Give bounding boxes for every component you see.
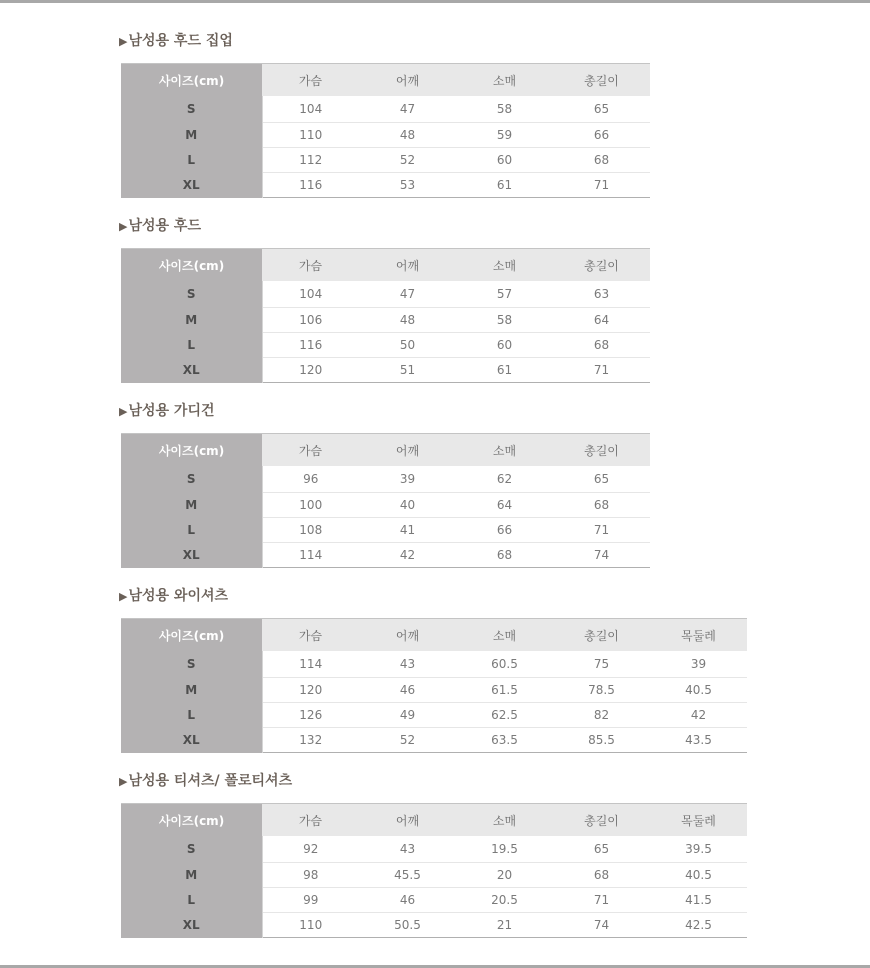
size-label-cell: XL xyxy=(121,358,262,383)
measurement-cell: 65 xyxy=(553,466,650,493)
table-row xyxy=(121,543,650,568)
table-row xyxy=(121,173,650,198)
measurement-cell: 75 xyxy=(553,651,650,678)
measurement-cell: 60.5 xyxy=(456,651,553,678)
size-table xyxy=(121,803,747,938)
measurement-cell: 48 xyxy=(359,308,456,333)
measurement-cell: 19.5 xyxy=(456,836,553,863)
measurement-cell: 40.5 xyxy=(650,678,747,703)
table-header-row xyxy=(121,804,747,837)
measurement-cell: 62.5 xyxy=(456,703,553,728)
size-label-cell: L xyxy=(121,888,262,913)
table-row xyxy=(121,333,650,358)
measurement-cell: 66 xyxy=(553,123,650,148)
measurement-cell: 48 xyxy=(359,123,456,148)
measurement-cell: 100 xyxy=(262,493,359,518)
column-header: 소매 xyxy=(456,804,553,837)
table-row xyxy=(121,728,747,753)
measurement-cell: 60 xyxy=(456,148,553,173)
measurement-cell: 39 xyxy=(650,651,747,678)
size-label-cell: XL xyxy=(121,728,262,753)
table-row xyxy=(121,703,747,728)
triangle-bullet-icon: ▶ xyxy=(119,775,128,788)
section-title xyxy=(119,32,650,50)
measurement-cell: 71 xyxy=(553,173,650,198)
measurement-cell: 120 xyxy=(262,358,359,383)
table-row xyxy=(121,358,650,383)
triangle-bullet-icon: ▶ xyxy=(119,590,128,603)
measurement-cell: 20 xyxy=(456,863,553,888)
column-header: 어깨 xyxy=(359,249,456,282)
table-row xyxy=(121,281,650,308)
size-label-cell: S xyxy=(121,836,262,863)
measurement-cell: 68 xyxy=(553,148,650,173)
measurement-cell: 61 xyxy=(456,358,553,383)
column-header: 목둘레 xyxy=(650,804,747,837)
measurement-cell: 51 xyxy=(359,358,456,383)
size-label-cell: L xyxy=(121,333,262,358)
size-column-header: 사이즈(cm) xyxy=(121,804,262,837)
measurement-cell: 74 xyxy=(553,913,650,938)
table-header-row xyxy=(121,619,747,652)
measurement-cell: 120 xyxy=(262,678,359,703)
section-title xyxy=(119,217,650,235)
table-row xyxy=(121,96,650,123)
measurement-cell: 63 xyxy=(553,281,650,308)
measurement-cell: 110 xyxy=(262,123,359,148)
section-title xyxy=(119,402,650,420)
measurement-cell: 43.5 xyxy=(650,728,747,753)
measurement-cell: 39 xyxy=(359,466,456,493)
column-header: 소매 xyxy=(456,619,553,652)
measurement-cell: 71 xyxy=(553,888,650,913)
table-row xyxy=(121,678,747,703)
measurement-cell: 52 xyxy=(359,148,456,173)
measurement-cell: 42 xyxy=(359,543,456,568)
triangle-bullet-icon: ▶ xyxy=(119,220,128,233)
measurement-cell: 116 xyxy=(262,333,359,358)
measurement-cell: 99 xyxy=(262,888,359,913)
section-title xyxy=(119,772,747,790)
size-table xyxy=(121,63,650,198)
measurement-cell: 58 xyxy=(456,308,553,333)
table-row xyxy=(121,148,650,173)
column-header: 총길이 xyxy=(553,64,650,97)
size-label-cell: XL xyxy=(121,913,262,938)
measurement-cell: 98 xyxy=(262,863,359,888)
triangle-bullet-icon: ▶ xyxy=(119,35,128,48)
size-column-header: 사이즈(cm) xyxy=(121,434,262,467)
column-header: 총길이 xyxy=(553,804,650,837)
measurement-cell: 46 xyxy=(359,888,456,913)
measurement-cell: 68 xyxy=(553,333,650,358)
measurement-cell: 59 xyxy=(456,123,553,148)
column-header: 어깨 xyxy=(359,619,456,652)
measurement-cell: 85.5 xyxy=(553,728,650,753)
size-section xyxy=(121,32,650,198)
measurement-cell: 49 xyxy=(359,703,456,728)
measurement-cell: 65 xyxy=(553,96,650,123)
column-header: 목둘레 xyxy=(650,619,747,652)
size-label-cell: M xyxy=(121,493,262,518)
section-title-text: 남성용 후드 집업 xyxy=(128,33,233,49)
measurement-cell: 132 xyxy=(262,728,359,753)
measurement-cell: 20.5 xyxy=(456,888,553,913)
size-label-cell: S xyxy=(121,281,262,308)
column-header: 총길이 xyxy=(553,619,650,652)
size-label-cell: L xyxy=(121,518,262,543)
measurement-cell: 68 xyxy=(553,863,650,888)
size-label-cell: XL xyxy=(121,173,262,198)
measurement-cell: 21 xyxy=(456,913,553,938)
size-section xyxy=(121,772,747,938)
size-table xyxy=(121,618,747,753)
measurement-cell: 68 xyxy=(456,543,553,568)
size-label-cell: S xyxy=(121,651,262,678)
size-label-cell: M xyxy=(121,863,262,888)
size-table xyxy=(121,433,650,568)
measurement-cell: 39.5 xyxy=(650,836,747,863)
table-row xyxy=(121,836,747,863)
measurement-cell: 41.5 xyxy=(650,888,747,913)
measurement-cell: 40 xyxy=(359,493,456,518)
measurement-cell: 52 xyxy=(359,728,456,753)
measurement-cell: 42.5 xyxy=(650,913,747,938)
measurement-cell: 104 xyxy=(262,281,359,308)
measurement-cell: 42 xyxy=(650,703,747,728)
measurement-cell: 50.5 xyxy=(359,913,456,938)
size-label-cell: S xyxy=(121,466,262,493)
column-header: 어깨 xyxy=(359,64,456,97)
measurement-cell: 106 xyxy=(262,308,359,333)
measurement-cell: 64 xyxy=(553,308,650,333)
size-section xyxy=(121,217,650,383)
column-header: 소매 xyxy=(456,64,553,97)
measurement-cell: 108 xyxy=(262,518,359,543)
measurement-cell: 62 xyxy=(456,466,553,493)
size-column-header: 사이즈(cm) xyxy=(121,64,262,97)
table-header-row xyxy=(121,64,650,97)
measurement-cell: 114 xyxy=(262,651,359,678)
section-title-text: 남성용 티셔츠/ 폴로티셔츠 xyxy=(128,773,293,789)
section-title-text: 남성용 와이셔츠 xyxy=(128,588,229,604)
triangle-bullet-icon: ▶ xyxy=(119,405,128,418)
measurement-cell: 126 xyxy=(262,703,359,728)
measurement-cell: 64 xyxy=(456,493,553,518)
measurement-cell: 71 xyxy=(553,358,650,383)
section-title-text: 남성용 가디건 xyxy=(128,403,215,419)
measurement-cell: 65 xyxy=(553,836,650,863)
size-label-cell: XL xyxy=(121,543,262,568)
measurement-cell: 104 xyxy=(262,96,359,123)
table-row xyxy=(121,308,650,333)
table-row xyxy=(121,888,747,913)
column-header: 가슴 xyxy=(262,64,359,97)
table-row xyxy=(121,123,650,148)
size-table xyxy=(121,248,650,383)
size-section xyxy=(121,402,650,568)
table-row xyxy=(121,863,747,888)
column-header: 소매 xyxy=(456,249,553,282)
column-header: 가슴 xyxy=(262,804,359,837)
measurement-cell: 58 xyxy=(456,96,553,123)
measurement-cell: 40.5 xyxy=(650,863,747,888)
measurement-cell: 46 xyxy=(359,678,456,703)
measurement-cell: 61.5 xyxy=(456,678,553,703)
measurement-cell: 45.5 xyxy=(359,863,456,888)
table-header-row xyxy=(121,434,650,467)
column-header: 총길이 xyxy=(553,434,650,467)
measurement-cell: 92 xyxy=(262,836,359,863)
size-label-cell: L xyxy=(121,148,262,173)
column-header: 어깨 xyxy=(359,804,456,837)
section-title-text: 남성용 후드 xyxy=(128,218,201,234)
size-label-cell: M xyxy=(121,678,262,703)
measurement-cell: 53 xyxy=(359,173,456,198)
column-header: 총길이 xyxy=(553,249,650,282)
table-header-row xyxy=(121,249,650,282)
column-header: 가슴 xyxy=(262,619,359,652)
measurement-cell: 61 xyxy=(456,173,553,198)
column-header: 어깨 xyxy=(359,434,456,467)
top-divider xyxy=(0,0,870,3)
column-header: 가슴 xyxy=(262,434,359,467)
measurement-cell: 114 xyxy=(262,543,359,568)
table-row xyxy=(121,913,747,938)
size-label-cell: L xyxy=(121,703,262,728)
size-label-cell: M xyxy=(121,308,262,333)
size-section xyxy=(121,587,747,753)
measurement-cell: 71 xyxy=(553,518,650,543)
table-row xyxy=(121,651,747,678)
measurement-cell: 112 xyxy=(262,148,359,173)
measurement-cell: 96 xyxy=(262,466,359,493)
measurement-cell: 57 xyxy=(456,281,553,308)
measurement-cell: 41 xyxy=(359,518,456,543)
measurement-cell: 74 xyxy=(553,543,650,568)
table-row xyxy=(121,466,650,493)
table-row xyxy=(121,518,650,543)
column-header: 소매 xyxy=(456,434,553,467)
size-column-header: 사이즈(cm) xyxy=(121,249,262,282)
column-header: 가슴 xyxy=(262,249,359,282)
measurement-cell: 78.5 xyxy=(553,678,650,703)
measurement-cell: 68 xyxy=(553,493,650,518)
measurement-cell: 47 xyxy=(359,281,456,308)
measurement-cell: 63.5 xyxy=(456,728,553,753)
measurement-cell: 66 xyxy=(456,518,553,543)
measurement-cell: 43 xyxy=(359,836,456,863)
measurement-cell: 43 xyxy=(359,651,456,678)
measurement-cell: 60 xyxy=(456,333,553,358)
size-column-header: 사이즈(cm) xyxy=(121,619,262,652)
table-row xyxy=(121,493,650,518)
measurement-cell: 110 xyxy=(262,913,359,938)
section-title xyxy=(119,587,747,605)
size-label-cell: M xyxy=(121,123,262,148)
measurement-cell: 47 xyxy=(359,96,456,123)
measurement-cell: 116 xyxy=(262,173,359,198)
size-label-cell: S xyxy=(121,96,262,123)
measurement-cell: 50 xyxy=(359,333,456,358)
measurement-cell: 82 xyxy=(553,703,650,728)
